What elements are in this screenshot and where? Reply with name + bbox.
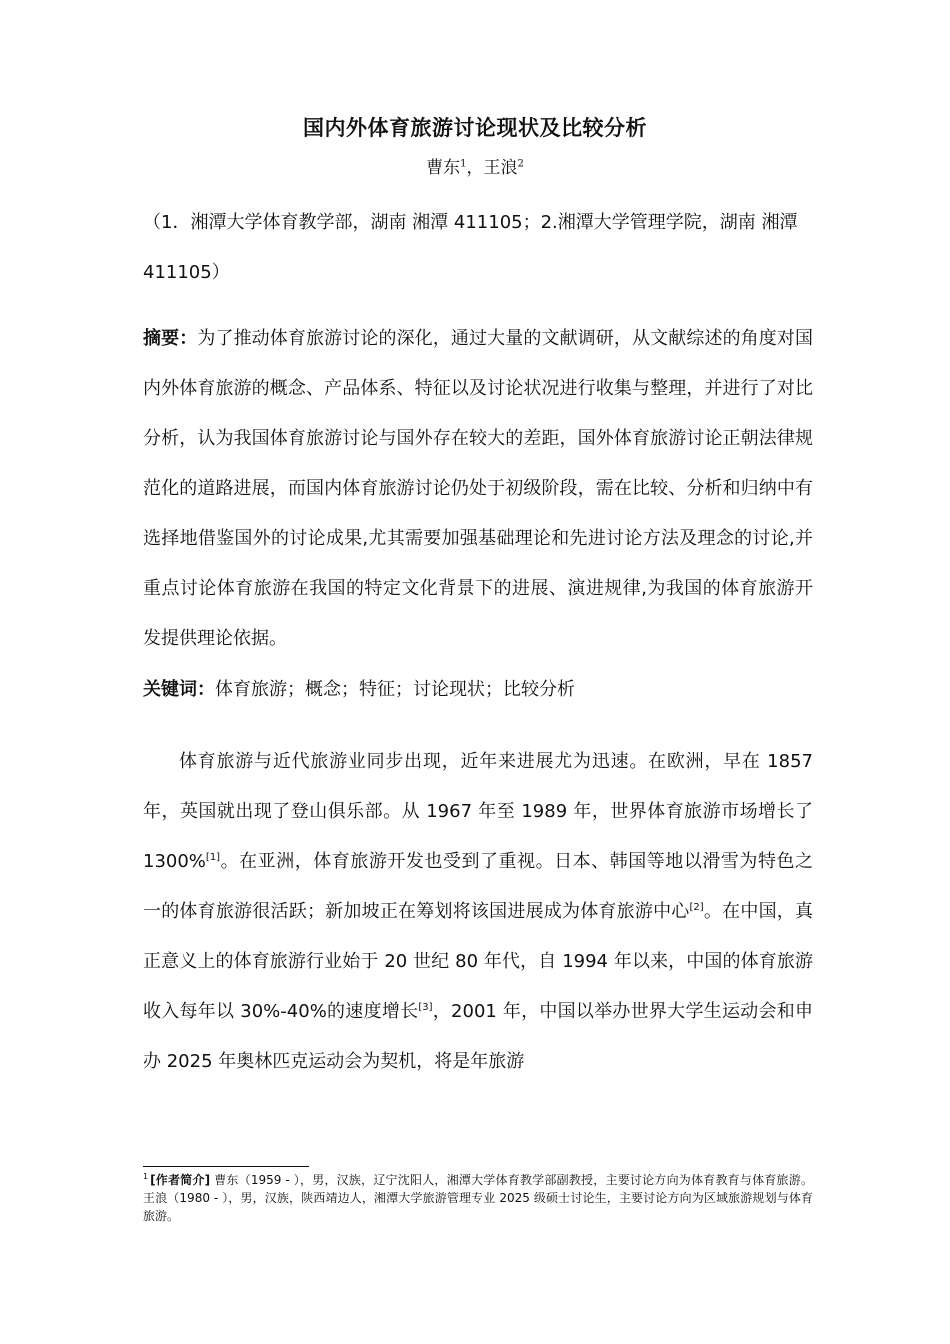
author-line (0, 153, 950, 178)
footnote-text: 曹东（1959 - ），男，汉族，辽宁沈阳人，湘潭大学体育教学部副教授，主要讨论方向为体育教育与体育旅游。王浪（1980 - ），男，汉族，陕西靖边人，湘潭大学旅游管理专业 2025 级硕士讨论生，主要讨论方向为区域旅游规划与体育旅游。 (143, 1173, 813, 1223)
affiliation: （1．湘潭大学体育教学部，湖南 湘潭 411105；2.湘潭大学管理学院，湖南 湘潭 411105） (143, 212, 798, 283)
body-text: 。在亚洲，体育旅游开发也受到了重视。日本、韩国等地以滑雪为特色之一的体育旅游很活跃；新加坡正在筹划将该国进展成为体育旅游中心 (143, 851, 813, 922)
footnote-marker: 1 (143, 1172, 149, 1181)
body-text: 体育旅游与近代旅游业同步出现，近年来进展尤为迅速。在欧洲，早在 1857 年，英国就出现了登山俱乐部。从 1967 年至 1989 年，世界体育旅游市场增长了 1300% (143, 751, 813, 872)
body-text: 。在中国，真正意义上的体育旅游行业始于 20 世纪 80 年代，自 1994 年以来，中国的体育旅游收入每年以 30%-40%的速度增长 (143, 901, 814, 1022)
keywords (143, 665, 813, 715)
citation-ref: [3] (418, 1002, 433, 1013)
paper-title: 国内外体育旅游讨论现状及比较分析 (303, 116, 647, 140)
author-affil-mark: 2 (517, 158, 524, 170)
citation-ref: [2] (689, 902, 704, 913)
author-separator: ， (466, 158, 484, 178)
body-text: ，2001 年，中国以举办世界大学生运动会和申办 2025 年奥林匹克运动会为契机，将是年旅游 (143, 1001, 814, 1072)
footnote-divider (143, 1166, 309, 1167)
abstract-text: 为了推动体育旅游讨论的深化，通过大量的文献调研，从文献综述的角度对国内外体育旅游的概念、产品体系、特征以及讨论状况进行收集与整理，并进行了对比分析，认为我国体育旅游讨论与国外存在较大的差距，国外体育旅游讨论正朝法律规范化的道路进展，而国内体育旅游讨论仍处于初级阶段，需在比较、分析和归纳中有选择地借鉴国外的讨论成果,尤其需要加强基础理论和先进讨论方法及理念的讨论,并重点讨论体育旅游在我国的特定文化背景下的进展、演进规律,为我国的体育旅游开发提供理论依据。 (143, 328, 814, 649)
abstract (143, 314, 813, 664)
body-paragraph (143, 737, 813, 1087)
author-name: 王浪 (483, 158, 518, 178)
citation-ref: [1] (205, 852, 221, 863)
footnote (143, 1171, 813, 1225)
author-affil-mark: 1 (460, 158, 467, 170)
footnote-label: [作者简介] (150, 1173, 211, 1187)
keywords-label: 关键词： (143, 679, 215, 700)
abstract-label: 摘要： (143, 328, 198, 349)
keywords-text: 体育旅游；概念；特征；讨论现状；比较分析 (215, 679, 575, 700)
author-name: 曹东 (426, 158, 461, 178)
